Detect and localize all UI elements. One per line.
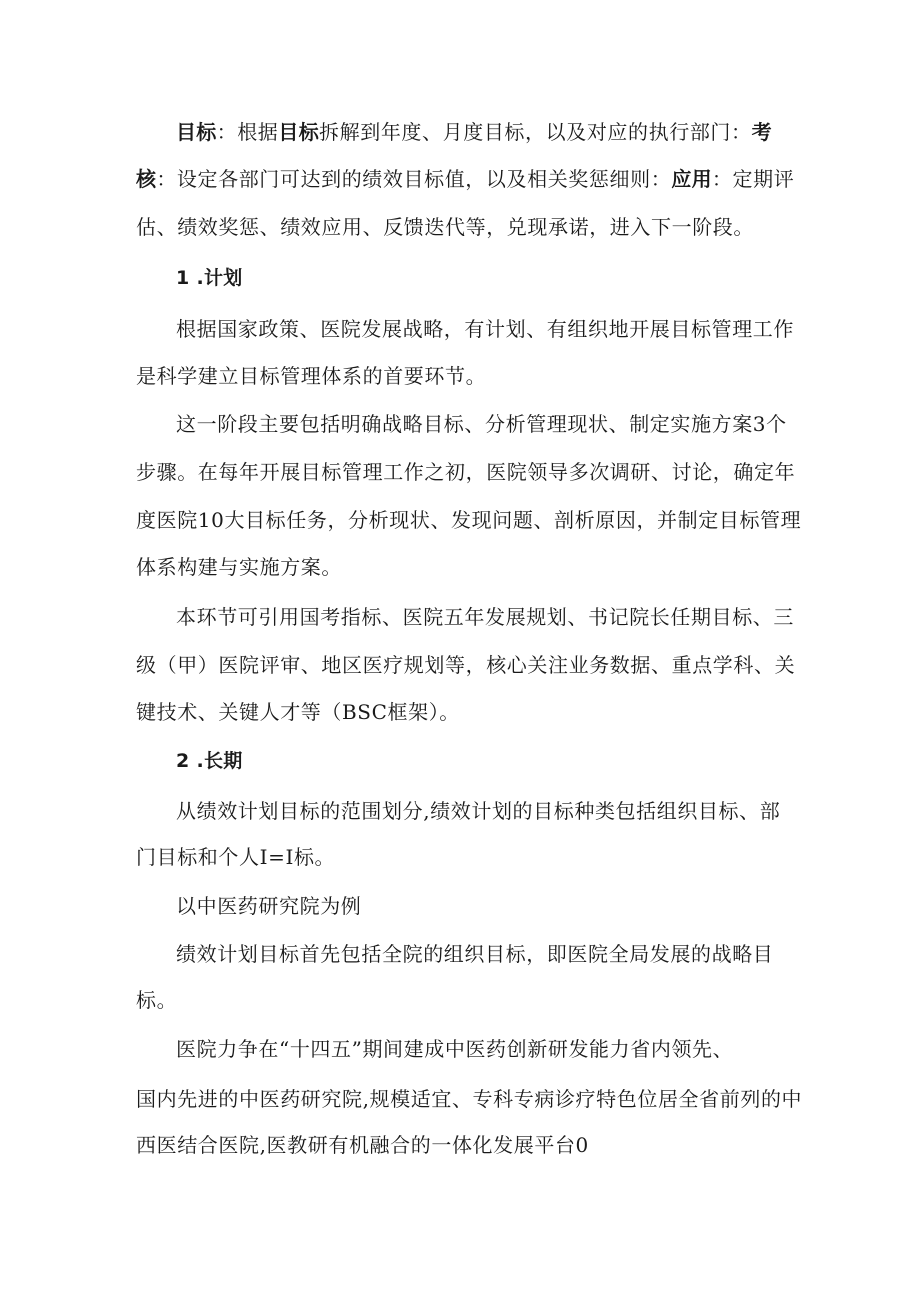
section-heading-long-term xyxy=(176,747,243,775)
paragraph-line: 国内先进的中医药研究院,规模适宜、专科专病诊疗特色位居全省前列的中 xyxy=(136,1087,803,1111)
paragraph-line: 步骤。在每年开展目标管理工作之初，医院领导多次调研、讨论，确定年 xyxy=(136,460,796,484)
paragraph-line: 这一阶段主要包括明确战略目标、分析管理现状、制定实施方案3个 xyxy=(176,412,787,436)
paragraph-line: 体系构建与实施方案。 xyxy=(136,555,342,579)
paragraph-line: 根据国家政策、医院发展战略，有计划、有组织地开展目标管理工作 xyxy=(176,317,794,341)
paragraph-line: 绩效计划目标首先包括全院的组织目标，即医院全局发展的战略目 xyxy=(176,942,774,966)
paragraph-line: 度医院10大目标任务，分析现状、发现问题、剖析原因，并制定目标管理 xyxy=(136,508,802,532)
intro-line-1 xyxy=(176,118,772,146)
paragraph-line: 门目标和个人I=I标。 xyxy=(136,845,336,869)
paragraph-line: 以中医药研究院为例 xyxy=(176,894,362,918)
label-goal: 目标 xyxy=(176,120,217,144)
paragraph-line: 本环节可引用国考指标、医院五年发展规划、书记院长任期目标、三 xyxy=(176,605,794,629)
paragraph-line: 级（甲）医院评审、地区医疗规划等，核心关注业务数据、重点学科、关 xyxy=(136,653,796,677)
paragraph-line: 西医结合医院,医教研有机融合的一体化发展平台0 xyxy=(136,1133,589,1157)
text: ：设定各部门可达到的绩效目标值，以及相关奖惩细则： xyxy=(156,167,672,191)
intro-line-3: 估、绩效奖惩、绩效应用、反馈迭代等，兑现承诺，进入下一阶段。 xyxy=(136,215,754,239)
paragraph-line: 是科学建立目标管理体系的首要环节。 xyxy=(136,364,487,388)
paragraph-line: 医院力争在“十四五”期间建成中医药创新研发能力省内领先、 xyxy=(176,1037,734,1061)
heading-title: .计划 xyxy=(196,267,243,289)
text: 拆解到年度、月度目标，以及对应的执行部门： xyxy=(319,120,752,144)
text: ：根据 xyxy=(216,120,279,144)
label-goal-2: 目标 xyxy=(278,120,320,144)
section-heading-plan xyxy=(176,264,243,292)
paragraph-line: 键技术、关键人才等（BSC框架）。 xyxy=(136,700,460,724)
label-apply: 应用 xyxy=(671,167,712,191)
label-assess-2: 核 xyxy=(136,167,157,191)
paragraph-line: 从绩效计划目标的范围划分,绩效计划的目标种类包括组织目标、部 xyxy=(176,799,781,823)
heading-number: 1 xyxy=(176,267,190,289)
label-assess: 考 xyxy=(751,120,772,144)
heading-number: 2 xyxy=(176,750,190,772)
intro-line-2 xyxy=(136,165,794,193)
heading-title: .长期 xyxy=(196,750,243,772)
paragraph-line: 标。 xyxy=(136,988,178,1012)
text: ：定期评 xyxy=(711,167,795,191)
